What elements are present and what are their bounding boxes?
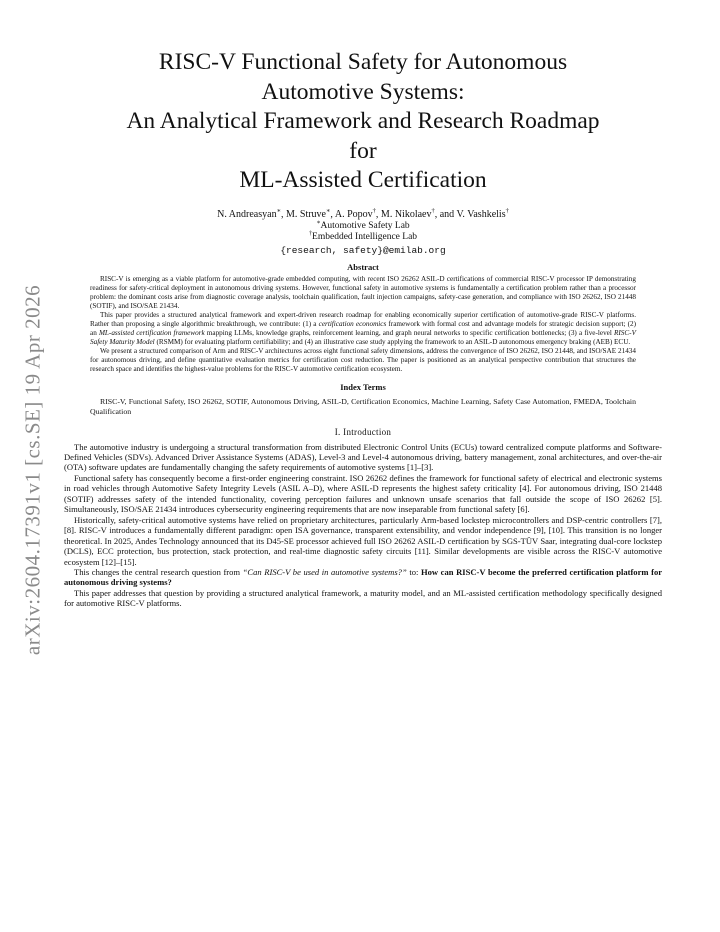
affiliation-1 [64, 221, 662, 233]
body-bold-question: How can RISC-V become the preferred certification platform for autonomous driving systems? [64, 566, 663, 588]
abstract-paragraph [90, 311, 636, 347]
title-line-2: Automotive Systems: [261, 78, 465, 105]
author-mark: † [431, 207, 435, 215]
author-name: V. Vashkelis [456, 208, 506, 220]
abstract-text: framework with formal cost and advantage models for strategic decision support; (2) an [90, 319, 637, 338]
body-quote: “Can RISC-V be used in automotive systems?” [242, 566, 407, 577]
abstract-paragraph: RISC-V is emerging as a viable platform for automotive-grade embedded computing, with recent ISO 26262 ASIL-D certifications of commercial RISC-V processor IP demonstrating readiness for safety-critical deployment in autonomous driving systems. However, functional safety in automotive systems is fundamentally a certification problem rather than a processor problem: the dominant costs arise from diagnostic coverage analysis, toolchain qualification, fault injection campaigns, safety-case generation, and compliance with ISO 26262, ISO 21448 (SOTIF), and ISO/SAE 21434. [90, 274, 636, 310]
section-heading: I. Introduction [334, 426, 392, 437]
affiliation-2 [64, 232, 662, 244]
arxiv-sidebar [18, 260, 48, 680]
body-paragraph [64, 567, 662, 588]
affiliation-name: Automotive Safety Lab [320, 220, 410, 231]
section-body [64, 442, 662, 609]
affiliation-name: Embedded Intelligence Lab [312, 232, 418, 242]
index-terms-heading: Index Terms [340, 381, 386, 392]
abstract-heading: Abstract [347, 261, 379, 272]
title-line-5: ML-Assisted Certification [239, 167, 487, 193]
body-paragraph: Historically, safety-critical automotive systems have relied on proprietary architectures, particularly Arm-based lockstep microcontrollers and DSP-centric controllers [7], [8]. RISC-V introduces a fundamentally different paradigm: open ISA governance, transparent extensibility, and vendor independence [9], [10]. This transition is no longer theoretical. In 2025, Andes Technology announced that its D45-SE processor achieved full ISO 26262 ASIL-D certification by SGS-TÜV Saar, integrating dual-core lockstep (DCLS), ECC protection, bus protection, stack protection, and real-time diagnostic safety circuits [11]. Similar developments are visible across the RISC-V automotive ecosystem [12]–[15]. [64, 514, 662, 567]
author-name: M. Struve [286, 208, 326, 220]
paper-title [64, 48, 662, 196]
abstract-emphasis: RISC-V Safety Maturity Model [90, 329, 636, 347]
arxiv-identifier: arXiv:2604.17391v1 [cs.SE] 19 Apr 2026 [20, 284, 45, 656]
author-conjunction: and [439, 208, 455, 220]
author-mark: † [372, 207, 376, 215]
contact-email: {research, safety}@emilab.org [280, 244, 446, 256]
affiliation-mark: † [308, 230, 313, 237]
author-name: M. Nikolaev [380, 208, 432, 220]
index-terms-text: RISC-V, Functional Safety, ISO 26262, SOTIF, Autonomous Driving, ASIL-D, Certification Economics, Machine Learning, Safety Case Automation, FMEDA, Toolchain Qualification [90, 396, 636, 416]
author-name: N. Andreasyan [217, 208, 277, 220]
body-text: This changes the central research question from [74, 566, 243, 577]
abstract-text: mapping LLMs, knowledge graphs, reinforcement learning, and graph neural networks to specific certification bottlenecks; (3) a five-level [204, 329, 615, 338]
abstract-emphasis: ML-assisted certification framework [98, 329, 205, 338]
title-line-3: An Analytical Framework and Research Roadmap [126, 108, 600, 134]
abstract-body [90, 275, 636, 375]
author-list: N. Andreasyan∗, M. Struve∗, A. Popov†, M. Nikolaev†, and V. Vashkelis† [217, 207, 509, 220]
author-name: A. Popov [334, 208, 373, 220]
body-paragraph: Functional safety has consequently become a first-order engineering constraint. ISO 26262 defines the framework for functional safety of electrical and electronic systems in road vehicles through Automotive Safety Integrity Levels (ASIL A–D), where ASIL-D represents the highest safety criticality [4]. For autonomous driving, ISO 21448 (SOTIF) addresses safety of the intended functionality, covering perception failures and unknown unsafe scenarios that fall outside the scope of ISO 26262 [5]. Simultaneously, ISO/SAE 21434 introduces cybersecurity engineering requirements that are now inseparable from functional safety [6]. [64, 472, 662, 515]
abstract-text: This paper provides a structured analytical framework and expert-driven research roadmap for enabling economically superior certification of automotive-grade RISC-V platforms. Rather than proposing a single algorithmic breakthrough, we contribute: (1) a [90, 310, 636, 328]
author-mark: † [505, 207, 509, 215]
body-paragraph: The automotive industry is undergoing a structural transformation from distributed Electronic Control Units (ECUs) toward centralized compute platforms and Software-Defined Vehicles (SDVs). Advanced Driver Assistance Systems (ADAS), Level-3 and Level-4 autonomous driving, battery management, zonal architectures, and over-the-air (OTA) software updates are fundamentally changing the safety requirements of automotive systems [1]–[3]. [64, 441, 662, 473]
abstract-emphasis: certification economics [318, 319, 387, 328]
author-mark: ∗ [276, 207, 281, 215]
title-line-1: RISC-V Functional Safety for Autonomous [158, 49, 568, 75]
author-mark: ∗ [326, 207, 331, 215]
body-paragraph: This paper addresses that question by providing a structured analytical framework, a maturity model, and an ML-assisted certification methodology specifically designed for automotive RISC-V platforms. [64, 587, 662, 609]
paper-page [64, 48, 662, 609]
title-line-4: for [349, 137, 377, 164]
abstract-paragraph: We present a structured comparison of Arm and RISC-V architectures across eight functional safety dimensions, address the convergence of ISO 26262, ISO 21448, and ISO/SAE 21434 for autonomous driving, and define quantitative evaluation metrics for certification cost reduction. The paper is positioned as an analytical perspective contribution that structures the research space and identifies the highest-value problems for the RISC-V automotive certification ecosystem. [90, 347, 636, 374]
abstract-text: (RSMM) for evaluating platform certifiability; and (4) an illustrative case study applying the framework to an ASIL-D autonomous emergency braking (AEB) ECU. [154, 338, 631, 347]
body-text: to: [406, 566, 421, 577]
affiliation-mark: ∗ [316, 219, 321, 226]
